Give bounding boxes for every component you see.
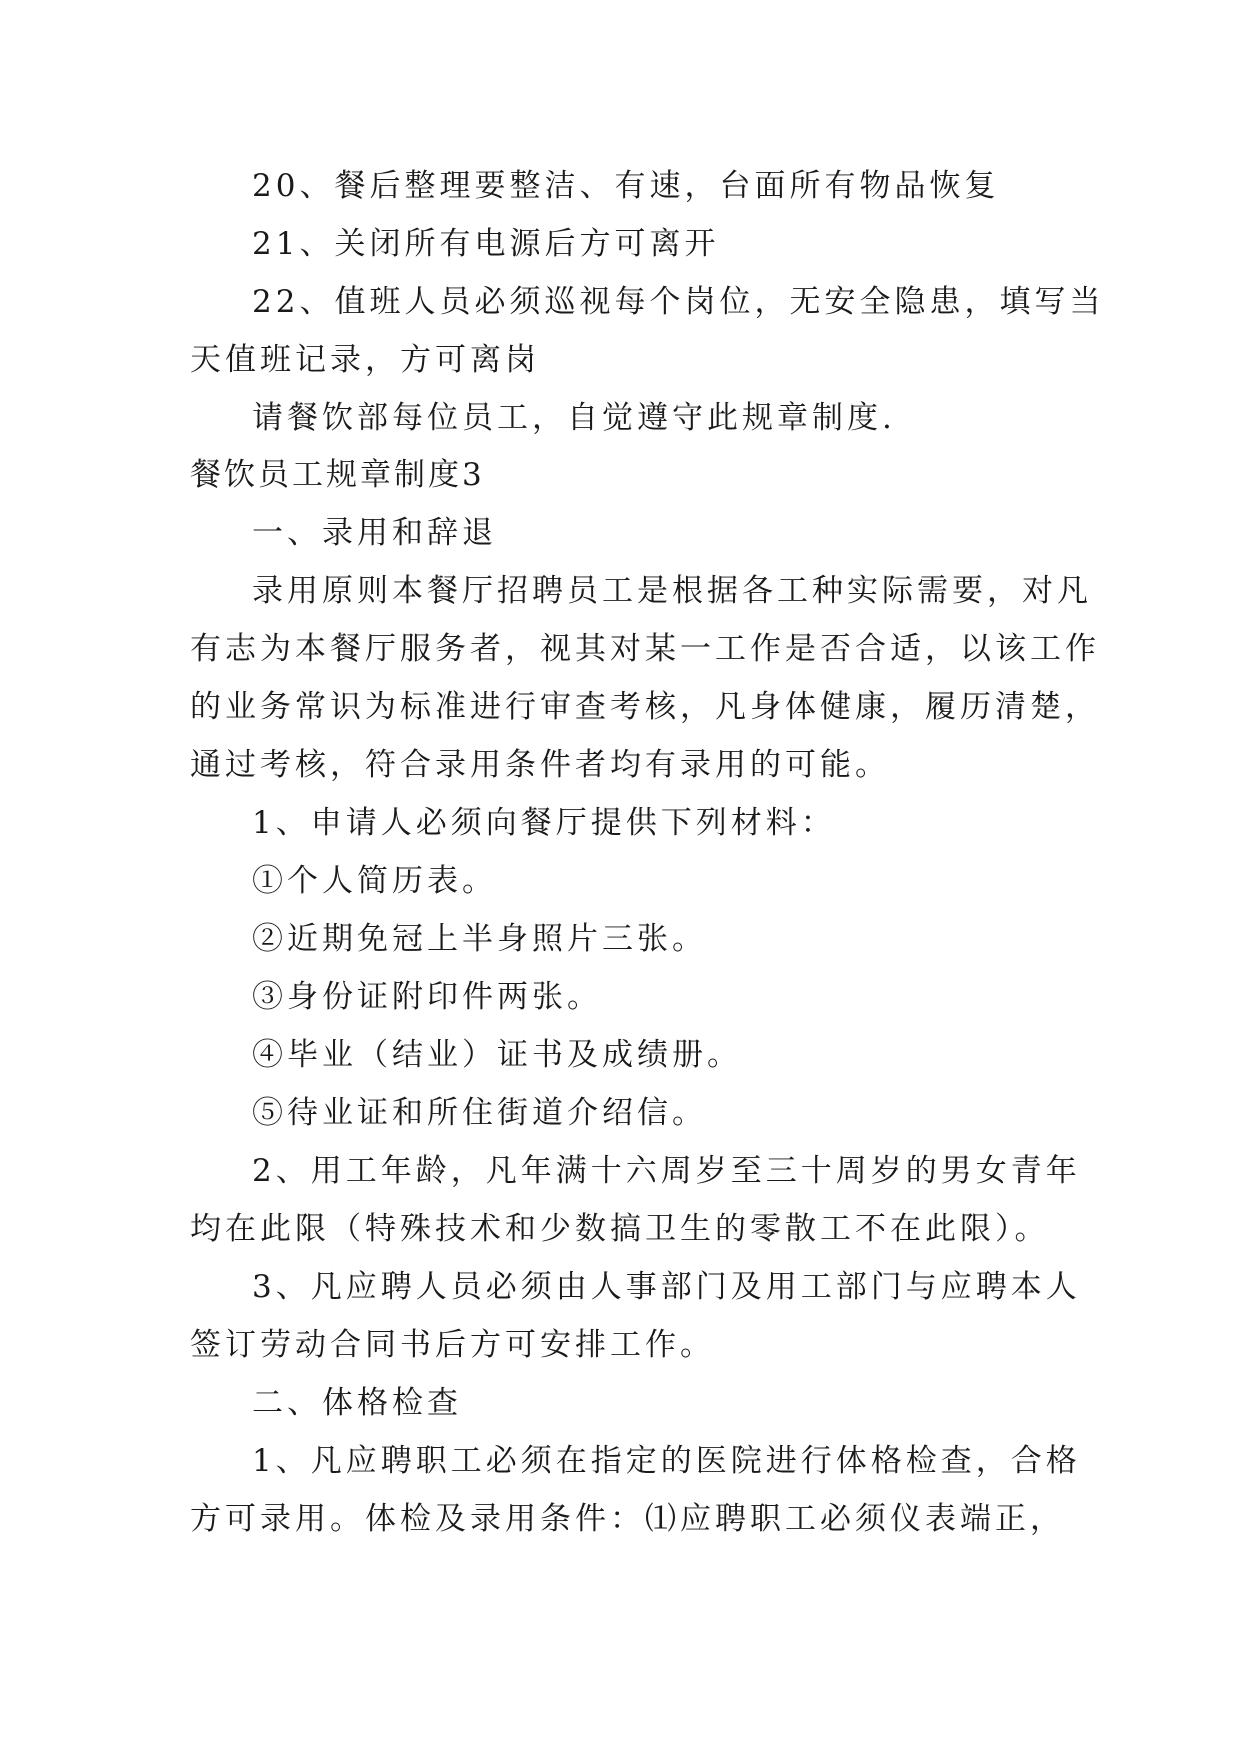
paragraph-line: 均在此限（特殊技术和少数搞卫生的零散工不在此限）。 xyxy=(190,1211,1050,1247)
list-item: ②近期免冠上半身照片三张。 xyxy=(252,921,707,957)
paragraph-line: 1、凡应聘职工必须在指定的医院进行体格检查，合格 xyxy=(252,1443,1081,1479)
paragraph-line: 请餐饮部每位员工，自觉遵守此规章制度. xyxy=(252,400,896,436)
paragraph-line: 21、关闭所有电源后方可离开 xyxy=(252,226,720,262)
paragraph-line: 20、餐后整理要整洁、有速，台面所有物品恢复 xyxy=(252,168,1000,204)
subsection-heading: 一、录用和辞退 xyxy=(252,515,497,551)
list-item: ⑤待业证和所住街道介绍信。 xyxy=(252,1095,707,1131)
list-item: ①个人简历表。 xyxy=(252,863,497,899)
paragraph-line: 3、凡应聘人员必须由人事部门及用工部门与应聘本人 xyxy=(252,1269,1081,1305)
paragraph-line: 22、值班人员必须巡视每个岗位，无安全隐患，填写当 xyxy=(252,284,1105,320)
paragraph-line: 天值班记录，方可离岗 xyxy=(190,342,540,378)
list-item: ③身份证附印件两张。 xyxy=(252,979,602,1015)
list-item: ④毕业（结业）证书及成绩册。 xyxy=(252,1037,742,1073)
paragraph-line: 2、用工年龄，凡年满十六周岁至三十周岁的男女青年 xyxy=(252,1153,1081,1189)
paragraph-line: 通过考核，符合录用条件者均有录用的可能。 xyxy=(190,747,890,783)
paragraph-line: 的业务常识为标准进行审查考核，凡身体健康，履历清楚， xyxy=(190,689,1100,725)
paragraph-line: 1、申请人必须向餐厅提供下列材料： xyxy=(252,805,836,841)
section-heading: 餐饮员工规章制度3 xyxy=(190,457,485,493)
paragraph-line: 签订劳动合同书后方可安排工作。 xyxy=(190,1327,715,1363)
paragraph-line: 方可录用。体检及录用条件：⑴应聘职工必须仪表端正， xyxy=(190,1501,1065,1537)
paragraph-line: 录用原则本餐厅招聘员工是根据各工种实际需要，对凡 xyxy=(252,573,1092,609)
subsection-heading: 二、体格检查 xyxy=(252,1385,462,1421)
paragraph-line: 有志为本餐厅服务者，视其对某一工作是否合适，以该工作 xyxy=(190,631,1100,667)
